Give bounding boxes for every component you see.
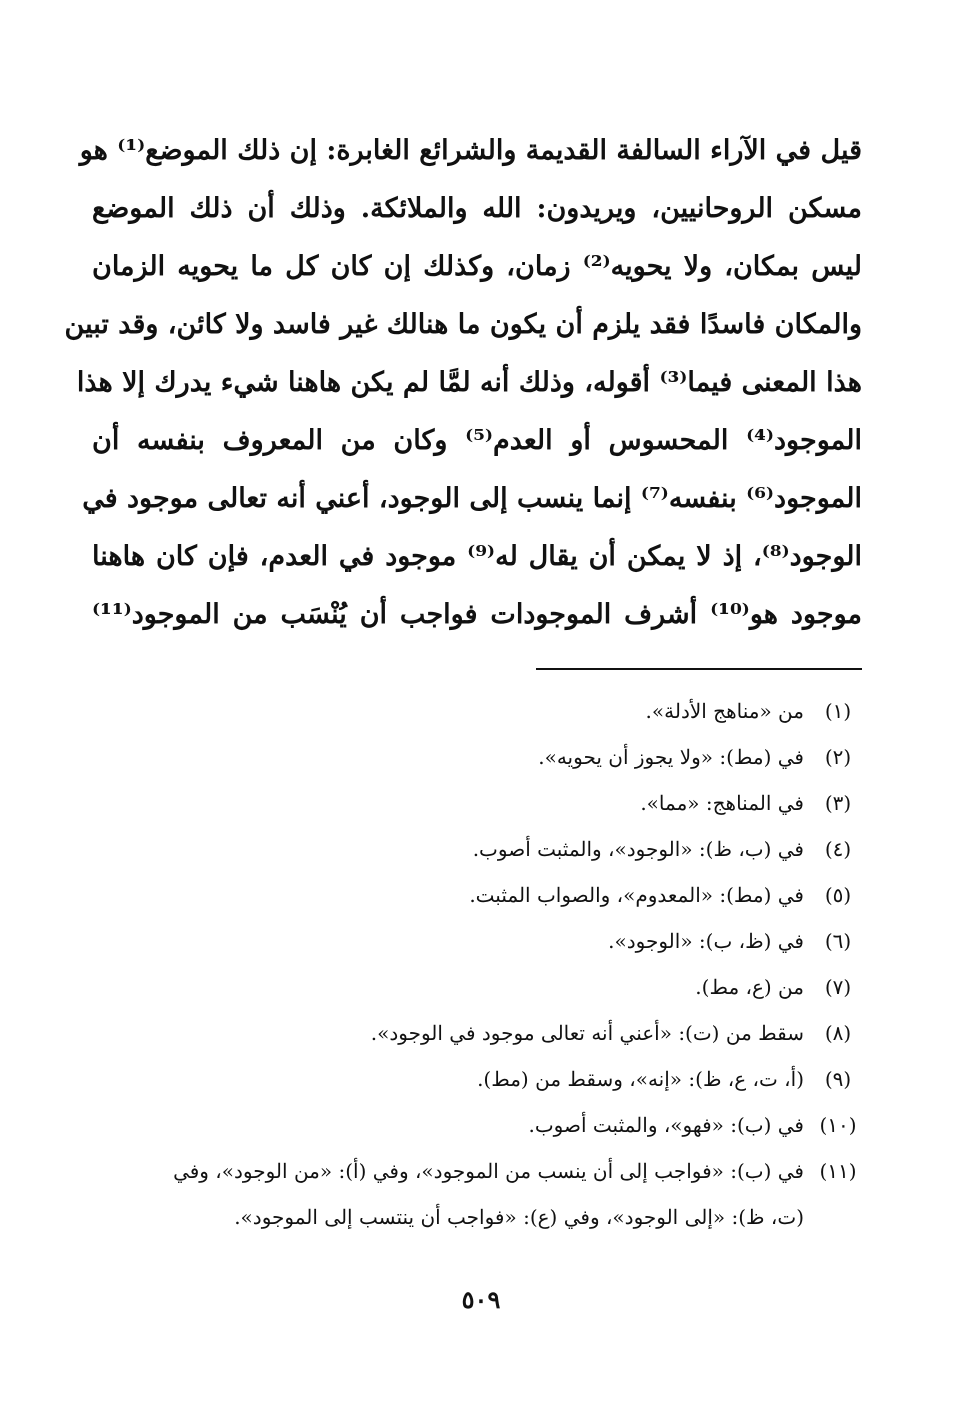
footnote: [92, 734, 862, 780]
text-line: قيل في الآراء السالفة القديمة والشرائع الغابرة: إن ذلك الموضع⁽¹⁾ هو: [79, 135, 862, 166]
text-line: ليس بمكان، ولا يحويه⁽²⁾ زمان، وكذلك إن كان كل ما يحويه الزمان: [92, 251, 863, 282]
footnote-text: سقط من (ت): «أعني أنه تعالى موجود في الوجود».: [370, 1021, 804, 1045]
footnote: [92, 780, 862, 826]
text-line: والمكان فاسدًا فقد يلزم أن يكون ما هنالك غير فاسد ولا كائن، وقد تبين: [64, 309, 862, 340]
footnote-number: (١): [824, 699, 852, 723]
footnote: [92, 964, 862, 1010]
footnote-continuation: (ت، ظ): «إلى الوجود»، وفي (ع): «فواجب أن ينتسب إلى الموجود».: [234, 1205, 804, 1229]
page-number: ٥٠٩: [461, 1285, 501, 1314]
footnote-number: (٨): [824, 1021, 852, 1045]
footnote-text: في (مط): «ولا يجوز أن يحويه».: [538, 745, 804, 769]
footnote: [92, 826, 862, 872]
footnote-text: في (ب، ظ): «الوجود»، والمثبت أصوب.: [472, 837, 804, 861]
footnote-number: (٢): [824, 745, 852, 769]
footnote-number: (١٠): [819, 1113, 857, 1137]
footnote: [92, 688, 862, 734]
footnote-text: في (مط): «المعدوم»، والصواب المثبت.: [469, 883, 804, 907]
footnote: [92, 918, 862, 964]
footnote: [92, 1148, 862, 1194]
footnote-number: (٩): [824, 1067, 852, 1091]
footnote-number: (٣): [824, 791, 852, 815]
text-line: هذا المعنى فيما⁽³⁾ أقوله، وذلك أنه لمَّا لم يكن هاهنا شيء يدرك إلا هذا: [76, 367, 862, 398]
footnote-text: في (ب): «فهو»، والمثبت أصوب.: [528, 1113, 804, 1137]
text-line: الموجود⁽⁶⁾ بنفسه⁽⁷⁾ إنما ينسب إلى الوجود، أعني أنه تعالى موجود في: [82, 483, 862, 514]
footnote-number: (١١): [819, 1159, 857, 1183]
footnote: [92, 872, 862, 918]
footnote: [92, 1010, 862, 1056]
footnote-number: (٤): [824, 837, 852, 861]
footnote-number: (٦): [824, 929, 852, 953]
footnote-text: من (ع، مط).: [695, 975, 804, 999]
footnote: [92, 1102, 862, 1148]
text-line: موجود هو⁽¹⁰⁾ أشرف الموجودات فواجب أن يُنْسَب من الموجود⁽¹¹⁾: [92, 599, 863, 630]
footnote-text: في (ب): «فواجب إلى أن ينسب من الموجود»، وفي (أ): «من الوجود»، وفي: [173, 1159, 804, 1183]
footnote-text: في (ظ، ب): «الوجود».: [608, 929, 804, 953]
footnote-text: (أ، ت، ع، ظ): «إنه»، وسقط من (مط).: [477, 1067, 804, 1091]
footnotes-block: [92, 688, 862, 1240]
main-text-block: [64, 122, 863, 644]
text-line: الموجود⁽⁴⁾ المحسوس أو العدم⁽⁵⁾ وكان من المعروف بنفسه أن: [92, 425, 862, 456]
text-line: الوجود⁽⁸⁾، إذ لا يمكن أن يقال له⁽⁹⁾ موجود في العدم، فإن كان هاهنا: [92, 541, 862, 572]
footnote-separator: [536, 668, 862, 670]
footnote-number: (٧): [824, 975, 852, 999]
text-line: مسكن الروحانيين، ويريدون: الله والملائكة. وذلك أن ذلك الموضع: [92, 193, 862, 224]
footnote-text: من «مناهج الأدلة».: [645, 699, 804, 723]
footnote-text: في المناهج: «مما».: [640, 791, 804, 815]
footnote: [92, 1056, 862, 1102]
footnote-number: (٥): [824, 883, 852, 907]
